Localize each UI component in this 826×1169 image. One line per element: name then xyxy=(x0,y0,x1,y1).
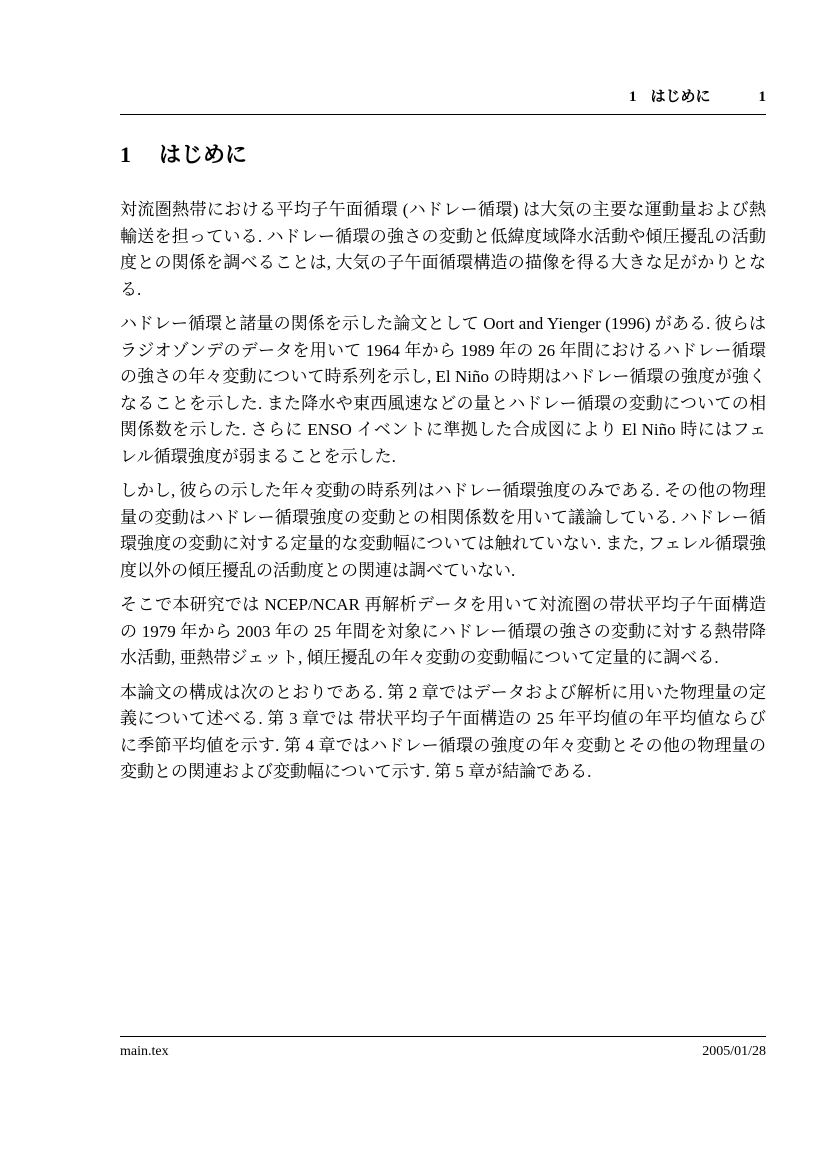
paragraph-this-study: そこで本研究では NCEP/NCAR 再解析データを用いて対流圏の帯状平均子午面構造の 1979 年から 2003 年の 25 年間を対象にハドレー循環の強さの変動に対する熱帯降水活動, 亜熱帯ジェット, 傾圧擾乱の年々変動の変動幅について定量的に調べる. xyxy=(120,595,766,667)
running-header-section-number: 1 xyxy=(628,89,637,105)
section-heading xyxy=(120,138,247,169)
running-header-page-number: 1 xyxy=(758,89,766,105)
paragraph-thesis-structure: 本論文の構成は次のとおりである. 第 2 章ではデータおよび解析に用いた物理量の定義について述べる. 第 3 章では 帯状平均子午面構造の 25 年平均値の年平均値ならびに季節平均値を示す. 第 4 章ではハドレー循環の強度の年々変動とその他の物理量の変動との関連および変動幅について示す. 第 5 章が結論である. xyxy=(120,682,766,781)
footer-filename: main.tex xyxy=(120,1044,169,1059)
footer-date: 2005/01/28 xyxy=(702,1044,766,1059)
body-text xyxy=(120,197,766,794)
paragraph-intro-hadley: 対流圏熱帯における平均子午面循環 (ハドレー循環) は大気の主要な運動量および熱輸送を担っている. ハドレー循環の強さの変動と低緯度域降水活動や傾圧擾乱の活動度との関係を調べることは, 大気の子午面循環構造の描像を得る大きな足がかりとなる. xyxy=(120,200,766,299)
section-heading-number: 1 xyxy=(120,142,131,167)
running-header xyxy=(120,85,766,115)
page-footer xyxy=(120,1036,766,1060)
section-heading-title: はじめに xyxy=(159,142,248,167)
paragraph-oort-yienger: ハドレー循環と諸量の関係を示した論文として Oort and Yienger (1996) がある. 彼らはラジオゾンデのデータを用いて 1964 年から 1989 年の 26 年間におけるハドレー循環の強さの年々変動について時系列を示し, El Niño の時期はハドレー循環の強度が強くなることを示した. また降水や東西風速などの量とハドレー循環の変動についての相関係数を示した. さらに ENSO イベントに準拠した合成図により El Niño 時にはフェレル循環強度が弱まることを示した. xyxy=(120,314,766,466)
running-header-section-title: はじめに xyxy=(650,88,711,105)
paragraph-limitations: しかし, 彼らの示した年々変動の時系列はハドレー循環強度のみである. その他の物理量の変動はハドレー循環強度の変動との相関係数を用いて議論している. ハドレー循環強度の変動に対する定量的な変動幅については触れていない. また, フェレル循環強度以外の傾圧擾乱の活動度との関連は調べていない. xyxy=(120,481,766,580)
